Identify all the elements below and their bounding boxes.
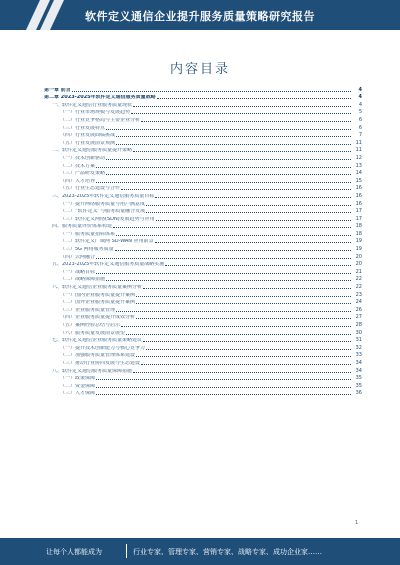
toc-entry[interactable] — [44, 100, 362, 108]
toc-entry[interactable] — [44, 176, 362, 184]
toc-dot-leader — [143, 341, 351, 342]
toc-dot-leader — [131, 113, 351, 114]
toc-entry-label: （四）云网融合 — [60, 254, 96, 260]
toc-entry-label: （一）政策保障 — [60, 376, 96, 382]
toc-entry-label: （三）推动行业协同发展与生态建设 — [60, 360, 141, 366]
toc-entry-label: （三）软件定义网络(SDN)发展趋势与应用 — [60, 216, 155, 222]
toc-entry-label: 五、2023-2025年软件定义通信服务质量战略实施 — [52, 262, 165, 268]
toc-entry[interactable] — [44, 237, 362, 245]
toc-entry-label: 七、软件定义通信企业服务质量策略建议 — [52, 338, 143, 344]
toc-entry[interactable] — [44, 244, 362, 252]
toc-dot-leader — [155, 197, 351, 198]
toc-entry[interactable] — [44, 313, 362, 321]
toc-entry-label: （二）战略保障措施 — [60, 277, 106, 283]
toc-entry-page: 36 — [355, 390, 362, 397]
footer-divider — [126, 544, 127, 558]
toc-entry-page: 35 — [355, 382, 362, 389]
toc-entry-label: （一）服务质量指标体系 — [60, 231, 116, 237]
toc-dot-leader — [115, 250, 351, 251]
toc-entry-label: （一）技术创新驱动 — [60, 155, 106, 161]
toc-entry-label: （二）资金保障 — [60, 383, 96, 389]
toc-dot-leader — [146, 205, 351, 206]
toc-entry-page: 23 — [355, 291, 362, 298]
toc-entry-label: （一）提升网络服务质量与用户满意度 — [60, 201, 146, 207]
toc-entry[interactable] — [44, 366, 362, 374]
toc-dot-leader — [136, 318, 351, 319]
toc-entry-page: 13 — [355, 162, 362, 169]
toc-entry-page: 17 — [355, 215, 362, 222]
toc-entry-label: （五）行业发展前景预测 — [60, 140, 116, 146]
toc-entry-label: （三）行业发展特点 — [60, 125, 106, 131]
toc-dot-leader — [96, 394, 351, 395]
toc-dot-leader — [136, 296, 351, 297]
toc-entry-page: 33 — [355, 352, 362, 359]
toc-entry[interactable] — [44, 108, 362, 116]
toc-entry[interactable] — [44, 252, 362, 260]
toc-entry-page: 30 — [355, 329, 362, 336]
toc-entry-label: （四）企业服务质量提升成效分析 — [60, 315, 136, 321]
toc-entry[interactable] — [44, 290, 362, 298]
toc-entry[interactable] — [44, 153, 362, 161]
toc-dot-leader — [96, 167, 351, 168]
toc-entry[interactable] — [44, 146, 362, 154]
toc-entry[interactable] — [44, 138, 362, 146]
toc-dot-leader — [156, 220, 351, 221]
toc-entry[interactable] — [44, 374, 362, 382]
toc-entry-page: 24 — [355, 299, 362, 306]
toc-entry-page: 34 — [355, 359, 362, 366]
toc-dot-leader — [141, 121, 351, 122]
toc-entry-page: 22 — [355, 276, 362, 283]
toc-dot-leader — [165, 265, 351, 266]
toc-dot-leader — [133, 106, 351, 107]
toc-dot-leader — [106, 159, 351, 160]
toc-entry-page: 6 — [358, 124, 362, 131]
toc-dot-leader — [143, 288, 351, 289]
toc-dot-leader — [146, 349, 351, 350]
toc-dot-leader — [136, 356, 351, 357]
toc-entry-label: （四）行业发展面临挑战 — [60, 133, 116, 139]
toc-entry-page: 26 — [355, 306, 362, 313]
toc-entry-page: 14 — [355, 170, 362, 177]
toc-dot-leader — [116, 311, 351, 312]
toc-entry-page: 11 — [355, 139, 362, 146]
toc-dot-leader — [133, 372, 351, 373]
toc-entry-page: 16 — [355, 200, 362, 207]
toc-dot-leader — [133, 151, 351, 152]
toc-entry-page: 22 — [355, 284, 362, 291]
toc-entry-page: 20 — [355, 253, 362, 260]
toc-entry-page: 6 — [358, 116, 362, 123]
toc-dot-leader — [121, 326, 351, 327]
toc-entry[interactable] — [44, 305, 362, 313]
footer-slogan-left: 让每个人都能成为 — [46, 548, 102, 556]
toc-entry-page: 5 — [358, 109, 362, 116]
toc-entry[interactable] — [44, 229, 362, 237]
toc-entry-label: （五）行业生态建设与合作 — [60, 186, 121, 192]
toc-entry-label: 四、服务质量评价体系构建 — [52, 224, 113, 230]
toc-entry[interactable] — [44, 191, 362, 199]
toc-entry-label: （三）5G 网络服务质量 — [60, 247, 114, 253]
toc-entry[interactable] — [44, 93, 362, 101]
toc-entry[interactable] — [44, 267, 362, 275]
report-title: 软件定义通信企业提升服务质量策略研究报告 — [85, 10, 315, 23]
toc-entry-page: 17 — [355, 208, 362, 215]
toc-dot-leader — [106, 129, 351, 130]
toc-entry-page: 20 — [355, 261, 362, 268]
toc-entry[interactable] — [44, 169, 362, 177]
toc-entry-label: 三、2023-2025年软件定义通信服务质量目标 — [52, 193, 155, 199]
toc-entry[interactable] — [44, 207, 362, 215]
toc-entry-label: 一、软件定义通信行业服务质量现状 — [52, 102, 133, 108]
toc-dot-leader — [113, 227, 351, 228]
toc-dot-leader — [96, 258, 351, 259]
toc-dot-leader — [106, 174, 351, 175]
toc-entry-page: 32 — [355, 344, 362, 351]
toc-dot-leader — [157, 98, 351, 99]
toc-entry[interactable] — [44, 328, 362, 336]
toc-entry-page: 4 — [358, 101, 362, 108]
toc-dot-leader — [121, 189, 351, 190]
toc-entry-page: 35 — [355, 375, 362, 382]
toc-entry-label: （一）行业市场规模与发展趋势 — [60, 110, 131, 116]
toc-entry-page: 11 — [355, 147, 362, 154]
toc-entry[interactable] — [44, 131, 362, 139]
toc-entry-page: 27 — [355, 314, 362, 321]
toc-entry[interactable] — [44, 358, 362, 366]
toc-entry-label: （六）服务质量发展前景展望 — [60, 330, 126, 336]
table-of-contents — [44, 85, 362, 396]
toc-entry-page: 18 — [355, 223, 362, 230]
toc-entry[interactable] — [44, 298, 362, 306]
toc-entry-label: （二）技术方案 — [60, 163, 96, 169]
toc-entry-label: 六、软件定义通信企业服务质量案例分析 — [52, 285, 143, 291]
toc-heading: 内容目录 — [169, 62, 230, 77]
toc-entry-label: （三）产品研发策略 — [60, 171, 106, 177]
toc-entry-label: （一）战略目标 — [60, 269, 96, 275]
toc-dot-leader — [106, 280, 351, 281]
toc-entry-label: （二）行业竞争格局与主要企业分析 — [60, 117, 141, 123]
toc-dot-leader — [72, 91, 351, 92]
toc-entry-page: 19 — [355, 238, 362, 245]
toc-dot-leader — [116, 144, 351, 145]
toc-entry-page: 7 — [358, 132, 362, 139]
toc-dot-leader — [96, 379, 351, 380]
toc-entry-label: （五）案例经验总结与启示 — [60, 323, 121, 328]
toc-entry-page: 34 — [355, 367, 362, 374]
report-footer — [0, 538, 400, 565]
toc-entry-label: （二）软件定义广域网 SD-WAN 应用前景 — [60, 239, 154, 245]
toc-entry-page: 31 — [355, 337, 362, 344]
toc-dot-leader — [96, 387, 351, 388]
toc-entry-page: 16 — [355, 192, 362, 199]
toc-entry[interactable] — [44, 214, 362, 222]
toc-entry-label: （四）人才培养 — [60, 178, 96, 184]
toc-entry[interactable] — [44, 184, 362, 192]
toc-entry[interactable] — [44, 275, 362, 283]
toc-entry[interactable] — [44, 343, 362, 351]
toc-entry-label: （二）国外企业服务质量提升案例 — [60, 300, 136, 306]
toc-entry-page: 15 — [355, 177, 362, 184]
toc-dot-leader — [116, 136, 351, 137]
toc-entry-label: 二、软件定义通信服务质量提升策略 — [52, 148, 133, 154]
toc-dot-leader — [155, 242, 351, 243]
toc-entry[interactable] — [44, 320, 362, 328]
toc-entry[interactable] — [44, 161, 362, 169]
toc-dot-leader — [126, 334, 351, 335]
toc-entry-page: 12 — [355, 154, 362, 161]
toc-entry-label: （二）加强服务质量管理体系建设 — [60, 353, 136, 359]
toc-entry[interactable] — [44, 123, 362, 131]
toc-entry-label: （三）企业服务质量管理 — [60, 307, 116, 313]
toc-entry[interactable] — [44, 260, 362, 268]
page-number: 1 — [355, 520, 359, 526]
toc-entry[interactable] — [44, 282, 362, 290]
toc-entry-label: （三）人才保障 — [60, 391, 96, 397]
toc-entry-label: （一）提升技术创新能力与核心竞争力 — [60, 345, 146, 351]
toc-dot-leader — [141, 364, 351, 365]
toc-entry[interactable] — [44, 85, 362, 93]
toc-dot-leader — [96, 273, 351, 274]
toc-entry-page: 4 — [358, 94, 362, 101]
report-header — [0, 0, 400, 30]
toc-entry-label: 第二章 2023-2025年软件定义通信服务质量战略 — [44, 95, 156, 101]
toc-entry[interactable] — [44, 222, 362, 230]
toc-dot-leader — [96, 182, 351, 183]
toc-entry[interactable] — [44, 115, 362, 123]
toc-dot-leader — [146, 212, 351, 213]
toc-entry-label: 八、软件定义通信服务质量保障措施 — [52, 368, 133, 374]
toc-entry-page: 16 — [355, 185, 362, 192]
toc-dot-leader — [116, 235, 351, 236]
toc-entry[interactable] — [44, 351, 362, 359]
toc-entry-page: 4 — [358, 86, 362, 93]
footer-slogan-right: 行业专家、管理专家、营销专家、战略专家、成功企业家…… — [133, 548, 322, 556]
toc-entry-label: （二）“软件定义”与服务质量融合发展 — [60, 209, 146, 215]
toc-entry-label: 第一章 前言 — [44, 87, 71, 93]
toc-entry[interactable] — [44, 336, 362, 344]
toc-entry[interactable] — [44, 389, 362, 397]
toc-entry-page: 28 — [355, 322, 362, 328]
toc-entry-page: 19 — [355, 246, 362, 253]
toc-dot-leader — [136, 303, 351, 304]
toc-entry[interactable] — [44, 199, 362, 207]
toc-entry-label: （一）国内企业服务质量提升案例 — [60, 292, 136, 298]
toc-entry-page: 21 — [355, 268, 362, 275]
toc-entry-page: 18 — [355, 230, 362, 237]
toc-entry[interactable] — [44, 381, 362, 389]
